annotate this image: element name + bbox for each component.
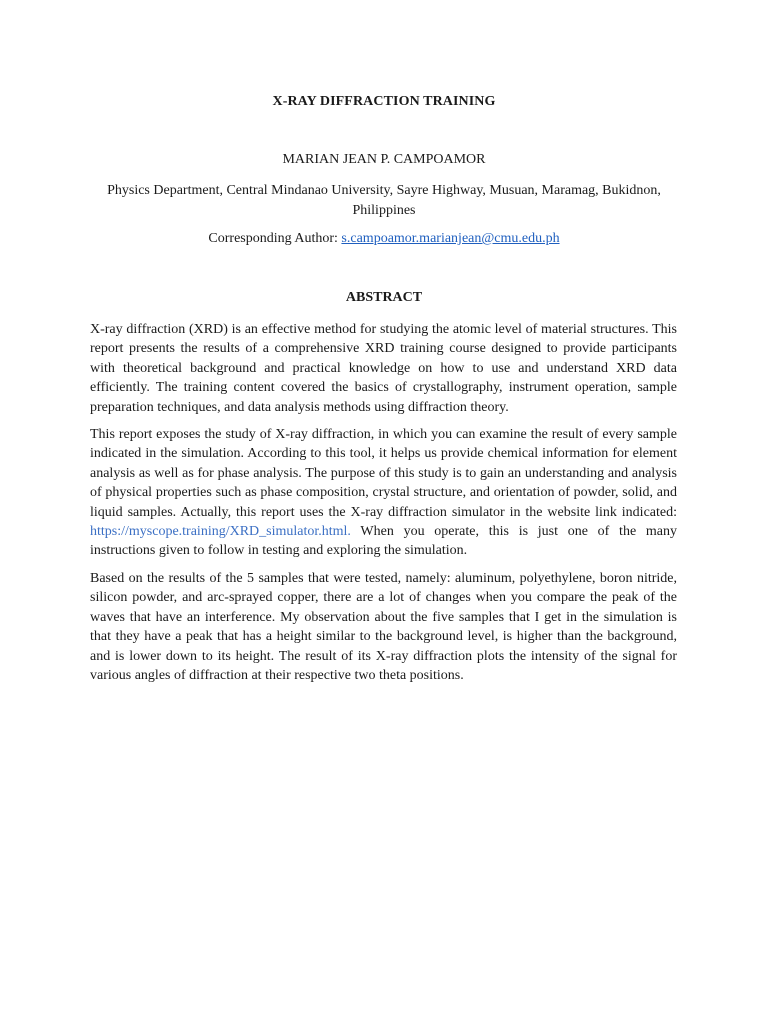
paragraph-2-text-before: This report exposes the study of X-ray diffraction, in which you can examine the result of every sample indicated in the simulation. According to this tool, it helps us provide chemical information for element analysis as well as for phase analysis. The purpose of this study is to gain an understanding and analysis of physical properties such as phase composition, crystal structure, and orientation of powder, solid, and liquid samples. Actually, this report uses the X-ray diffraction simulator in the website link indicated:: [90, 427, 677, 520]
corresponding-email-link[interactable]: s.campoamor.marianjean@cmu.edu.ph: [341, 231, 560, 246]
abstract-paragraph-3: Based on the results of the 5 samples that were tested, namely: aluminum, polyethylene, boron nitride, silicon powder, and arc-sprayed copper, there are a lot of changes when you compare the peak of the waves that have an interference. My observation about the five samples that I get in the simulation is that they have a peak that has a height similar to the background level, is higher than the background, and is lower down to its height. The result of its X-ray diffraction plots the intensity of the signal for various angles of diffraction at their respective two theta positions.: [90, 570, 677, 683]
paper-title: X-RAY DIFFRACTION TRAINING: [272, 94, 496, 109]
abstract-heading: ABSTRACT: [345, 290, 423, 305]
corresponding-author-label: Corresponding Author:: [208, 231, 342, 246]
author-affiliation: Physics Department, Central Mindanao University, Sayre Highway, Musuan, Maramag, Bukidnon, Philippines: [107, 183, 661, 218]
abstract-paragraph-2: [90, 425, 677, 561]
paragraph-2-text-after: When you operate, this is just one of the many instructions given to follow in testing and exploring the simulation.: [90, 524, 677, 559]
corresponding-author: [0, 231, 768, 247]
abstract-paragraph-1: X-ray diffraction (XRD) is an effective method for studying the atomic level of material structures. This report presents the results of a comprehensive XRD training course designed to provide participants with theoretical background and practical knowledge on how to use and understand XRD data efficiently. The training content covered the basics of crystallography, instrument operation, sample preparation techniques, and data analysis methods using diffraction theory.: [90, 322, 677, 415]
xrd-simulator-link[interactable]: https://myscope.training/XRD_simulator.html.: [90, 524, 351, 540]
abstract-body: [90, 320, 677, 693]
author-name: MARIAN JEAN P. CAMPOAMOR: [282, 152, 486, 167]
